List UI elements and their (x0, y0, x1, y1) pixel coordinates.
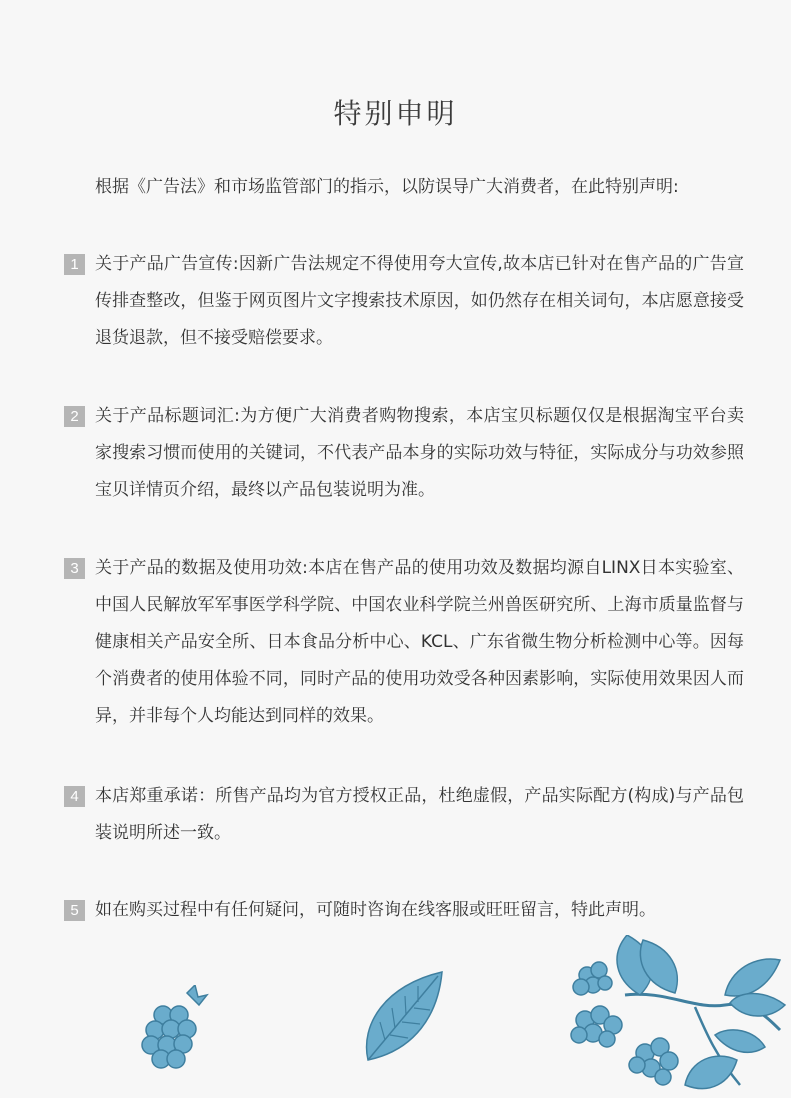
section-text: 关于产品的数据及使用功效:本店在售产品的使用功效及数据均源自LINX日本实验室、中国人民解放军军事医学科学院、中国农业科学院兰州兽医研究所、上海市质量监督与健康相关产品安全所、日本食品分析中心、KCL、广东省微生物分析检测中心等。因每个消费者的使用体验不同，同时产品的使用功效受各种因素影响，实际使用效果因人而异，并非每个人均能达到同样的效果。 (95, 558, 744, 726)
section-number-badge: 1 (64, 254, 85, 275)
section-3 (64, 556, 744, 735)
leaf-illustration-icon (360, 970, 445, 1065)
section-number-badge: 5 (64, 900, 85, 921)
section-2 (64, 404, 744, 509)
section-text: 本店郑重承诺：所售产品均为官方授权正品，杜绝虚假，产品实际配方(构成)与产品包装说明所述一致。 (95, 786, 744, 843)
section-number-badge: 2 (64, 406, 85, 427)
section-number-badge: 3 (64, 558, 85, 579)
section-5 (64, 898, 744, 929)
raspberry-illustration-icon (135, 985, 210, 1075)
section-number-badge: 4 (64, 786, 85, 807)
section-4 (64, 784, 744, 852)
section-1 (64, 252, 744, 357)
section-text: 关于产品广告宣传:因新广告法规定不得使用夸大宣传,故本店已针对在售产品的广告宣传排查整改，但鉴于网页图片文字搜索技术原因，如仍然存在相关词句，本店愿意接受退货退款，但不接受赔偿要求。 (95, 254, 744, 348)
section-text: 关于产品标题词汇:为方便广大消费者购物搜索，本店宝贝标题仅仅是根据淘宝平台卖家搜索习惯而使用的关键词，不代表产品本身的实际功效与特征，实际成分与功效参照宝贝详情页介绍，最终以产品包装说明为准。 (95, 406, 744, 500)
section-text: 如在购买过程中有任何疑问，可随时咨询在线客服或旺旺留言，特此声明。 (95, 900, 656, 920)
page-title: 特别申明 (333, 97, 458, 130)
branch-berries-illustration-icon (565, 935, 791, 1098)
intro-text: 根据《广告法》和市场监管部门的指示，以防误导广大消费者，在此特别声明: (95, 177, 679, 197)
